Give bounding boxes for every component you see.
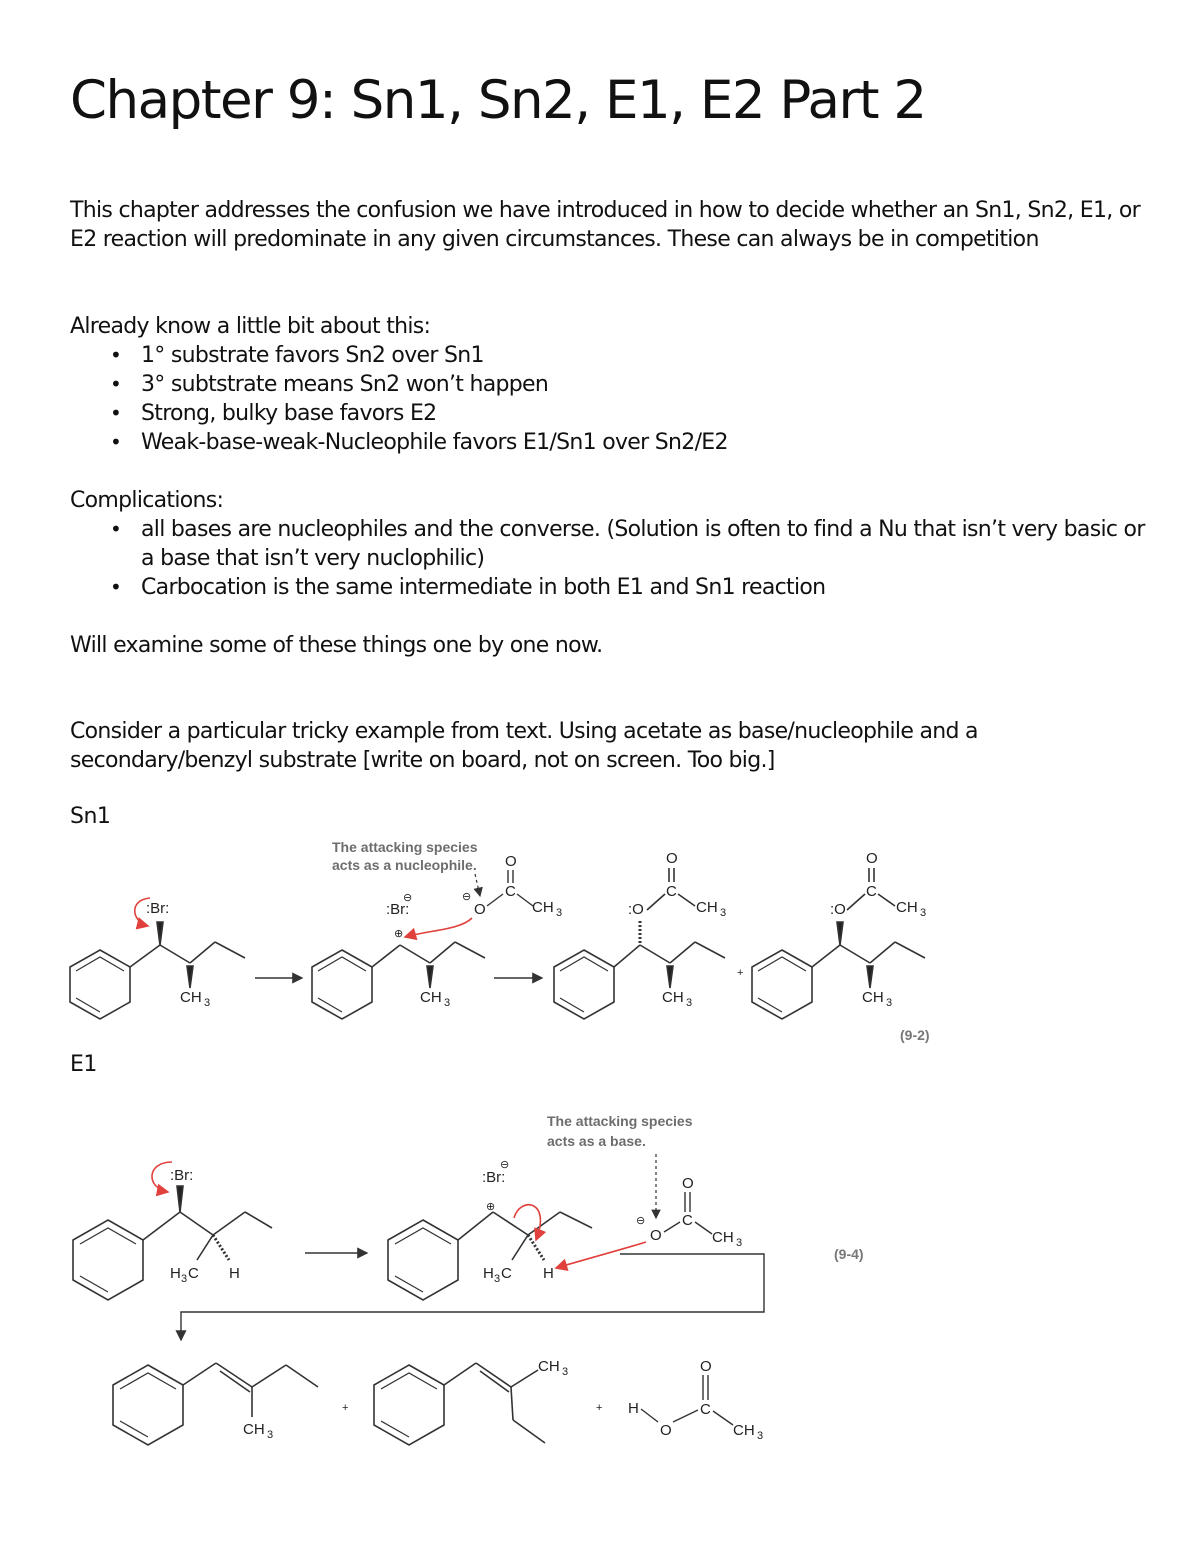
bullet-icon: • xyxy=(110,343,122,367)
sn1-mechanism-diagram xyxy=(0,830,1200,1050)
svg-text:3: 3 xyxy=(204,997,211,1009)
svg-text:3: 3 xyxy=(562,1366,569,1378)
svg-text:3: 3 xyxy=(556,907,563,919)
svg-text:CH: CH xyxy=(712,1229,734,1246)
list-item: • 1° substrate favors Sn2 over Sn1 xyxy=(110,343,484,368)
svg-text:O: O xyxy=(660,1422,672,1439)
complications-heading: Complications: xyxy=(70,488,224,513)
svg-text:O: O xyxy=(474,901,486,918)
svg-text:CH: CH xyxy=(420,989,442,1006)
svg-text:H: H xyxy=(170,1265,181,1282)
svg-text:+: + xyxy=(596,1402,603,1414)
product-b-molecule xyxy=(752,868,925,1019)
e1-substrate-molecule xyxy=(73,1186,272,1300)
svg-text:3: 3 xyxy=(444,997,451,1009)
svg-text:⊕: ⊕ xyxy=(486,1201,496,1213)
svg-text:3: 3 xyxy=(720,907,727,919)
svg-text:O: O xyxy=(650,1227,662,1244)
e1-label: E1 xyxy=(70,1052,97,1077)
intro-paragraph: This chapter addresses the confusion we have introduced in how to decide whether an Sn1, Sn2, E1, or E2 reaction will predominate in any given circumstances. These can always be in competition xyxy=(70,198,1140,252)
list-item: • Weak-base-weak-Nucleophile favors E1/Sn1 over Sn2/E2 xyxy=(110,430,728,455)
svg-text:H: H xyxy=(543,1265,554,1282)
base-note: The attacking species xyxy=(547,1113,693,1129)
svg-text:CH: CH xyxy=(243,1421,265,1438)
svg-text::Br:: :Br: xyxy=(386,901,410,918)
svg-text:3: 3 xyxy=(494,1273,501,1285)
svg-text:H: H xyxy=(483,1265,494,1282)
consider-paragraph: Consider a particular tricky example from text. Using acetate as base/nucleophile and a secondary/benzyl substrate [write on board, not on screen. Too big.] xyxy=(70,719,978,773)
bromine-label: :Br: xyxy=(146,900,170,917)
svg-text:3: 3 xyxy=(886,997,893,1009)
svg-text:CH: CH xyxy=(538,1358,560,1375)
sn1-label: Sn1 xyxy=(70,804,111,829)
svg-text:C: C xyxy=(188,1265,199,1282)
svg-text:acts as a nucleophile.: acts as a nucleophile. xyxy=(332,857,477,873)
svg-text:CH: CH xyxy=(896,899,918,916)
svg-text:+: + xyxy=(342,1402,349,1414)
svg-text:O: O xyxy=(866,850,878,867)
carbocation-molecule xyxy=(312,942,485,1019)
svg-text:⊖: ⊖ xyxy=(462,891,472,903)
svg-text:⊕: ⊕ xyxy=(394,928,404,940)
alkene-product-2 xyxy=(374,1363,545,1445)
svg-text:CH: CH xyxy=(662,989,684,1006)
svg-text:O: O xyxy=(700,1358,712,1375)
svg-text:CH: CH xyxy=(862,989,884,1006)
svg-text:O: O xyxy=(666,850,678,867)
svg-text:C: C xyxy=(666,883,677,900)
substrate-molecule xyxy=(70,922,245,1019)
svg-text::O: :O xyxy=(628,901,644,918)
svg-text:CH: CH xyxy=(180,989,202,1006)
svg-text::Br:: :Br: xyxy=(170,1167,194,1184)
svg-text:⊖: ⊖ xyxy=(636,1215,646,1227)
svg-text:C: C xyxy=(501,1265,512,1282)
svg-text:3: 3 xyxy=(181,1273,188,1285)
page-title: Chapter 9: Sn1, Sn2, E1, E2 Part 2 xyxy=(70,70,926,131)
svg-text:CH: CH xyxy=(532,899,554,916)
bullet-icon: • xyxy=(110,401,122,425)
nucleophile-note: The attacking species xyxy=(332,839,478,855)
svg-text:C: C xyxy=(682,1212,693,1229)
svg-text:3: 3 xyxy=(686,997,693,1009)
svg-text:3: 3 xyxy=(757,1430,764,1442)
svg-text:C: C xyxy=(866,883,877,900)
equation-number: (9-2) xyxy=(900,1027,930,1043)
svg-text::Br:: :Br: xyxy=(482,1169,506,1186)
svg-text:H: H xyxy=(628,1400,639,1417)
alkene-product-1 xyxy=(113,1363,318,1445)
svg-text:3: 3 xyxy=(736,1237,743,1249)
bullet-icon: • xyxy=(110,517,122,541)
svg-text:3: 3 xyxy=(267,1429,274,1441)
svg-text:+: + xyxy=(737,967,744,979)
list-item: • 3° subtstrate means Sn2 won’t happen xyxy=(110,372,549,397)
list-item: • Strong, bulky base favors E2 xyxy=(110,401,437,426)
svg-text:3: 3 xyxy=(920,907,927,919)
svg-text:C: C xyxy=(505,883,516,900)
already-list xyxy=(70,341,1150,457)
already-heading: Already know a little bit about this: xyxy=(70,314,431,339)
svg-text:⊖: ⊖ xyxy=(500,1159,510,1171)
svg-text:CH: CH xyxy=(733,1422,755,1439)
svg-text:⊖: ⊖ xyxy=(403,892,413,904)
svg-text:C: C xyxy=(700,1401,711,1418)
complications-list xyxy=(70,515,1150,602)
e1-mechanism-diagram xyxy=(0,1100,1200,1460)
bullet-icon: • xyxy=(110,372,122,396)
svg-text:H: H xyxy=(229,1265,240,1282)
bullet-icon: • xyxy=(110,430,122,454)
svg-text:O: O xyxy=(682,1175,694,1192)
equation-number: (9-4) xyxy=(834,1246,864,1262)
e1-carbocation-molecule xyxy=(388,1212,592,1300)
bullet-icon: • xyxy=(110,575,122,599)
svg-text::O: :O xyxy=(830,901,846,918)
list-item: • Carbocation is the same intermediate in both E1 and Sn1 reaction xyxy=(110,575,826,600)
svg-text:acts as a base.: acts as a base. xyxy=(547,1133,646,1149)
svg-text:CH: CH xyxy=(696,899,718,916)
examine-paragraph: Will examine some of these things one by one now. xyxy=(70,633,603,658)
svg-text:O: O xyxy=(505,853,517,870)
list-item: • all bases are nucleophiles and the converse. (Solution is often to find a Nu that isn’t very basic or a base that isn’t very nuclophilic) xyxy=(110,517,1145,571)
product-a-molecule xyxy=(554,868,725,1019)
